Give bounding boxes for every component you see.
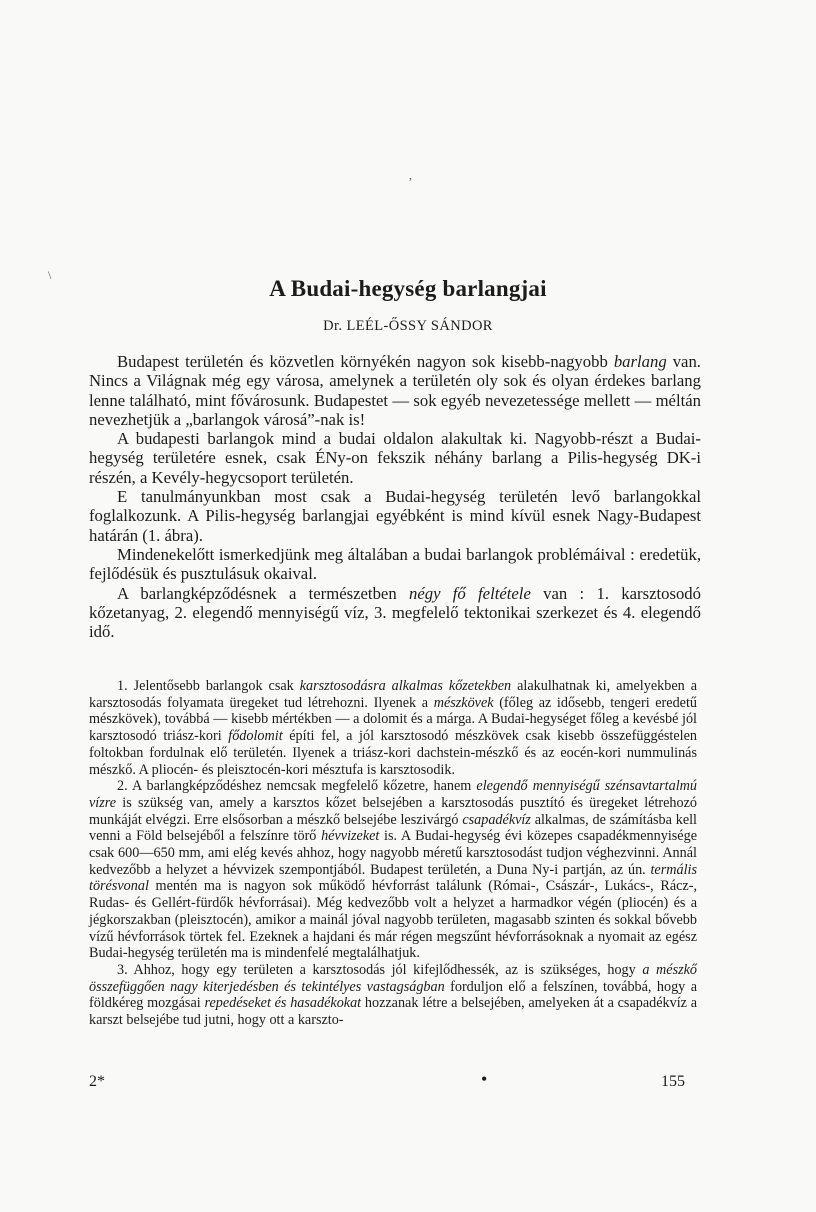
text-run: hozzanak létre a belsejében, amelyeken át a csapadékvíz a karszt belsejébe tud jutni, hogy ott a karszto-: [89, 995, 697, 1029]
emphasis: karsztosodásra alkalmas kőzetekben: [299, 678, 512, 694]
intro-body: [89, 352, 701, 641]
text-run: (főleg az idősebb, tengeri eredetű mészkövek), továbbá — kisebb mértékben — a dolomit és a márga. A Budai-hegységet főleg a kevésbé jól karsztosodó triász-kori: [89, 694, 698, 745]
intro-paragraph: [89, 584, 701, 642]
emphasis: mészkövek: [433, 694, 494, 711]
text-run: A barlangképződésnek a természetben: [117, 583, 409, 603]
signature-mark: 2*: [89, 1073, 105, 1090]
text-run: is szükség van, amely a karsztos kőzet belsejében a karsztosodás pusztító és üregeket létrehozó munkáját elvégzi. Erre elsősorban a mészkő belsejébe leszivárgó: [89, 794, 697, 828]
emphasis: csapadékvíz: [462, 811, 531, 828]
text-run: alakulhatnak ki, amelyekben a karsztosodás folyamata üregeket tud létrehozni. Ilyenek a: [89, 678, 697, 711]
intro-paragraph: [89, 352, 701, 429]
text-run: van : 1. karsztosodó kőzetanyag, 2. elegendő mennyiségű víz, 3. megfelelő tektonikai szerkezet és 4. elegendő idő.: [89, 583, 701, 642]
intro-paragraph: [89, 429, 701, 487]
emphasis: hévvizeket: [321, 828, 380, 845]
author-line: Dr. LEÉL-ŐSSY SÁNDOR: [323, 318, 493, 334]
text-run: 3. Ahhoz, hogy egy területen a karsztosodás jól kifejlődhessék, az is szükséges, hogy: [117, 961, 643, 978]
intro-paragraph: [89, 487, 701, 545]
emphasis: repedéseket és hasadékokat: [204, 995, 362, 1012]
paper-title: A Budai-hegység barlangjai: [269, 276, 547, 301]
scan-speck: ,: [409, 168, 412, 182]
page-number: 155: [661, 1073, 685, 1090]
text-run: Mindenekelőtt ismerkedjünk meg általában a budai barlangok problémáival : eredetük, fejlődésük és pusztulásuk okaival.: [89, 544, 701, 584]
text-run: alkalmas, de számításba kell venni a Föld belsejéből a felszínre törő: [89, 811, 698, 845]
text-run: 2. A barlangképződéshez nemcsak megfelelő kőzetre, hanem: [117, 778, 477, 795]
emphasis: a mészkő összefüggően nagy kiterjedésben és tekintélyes vastagságban: [89, 961, 698, 995]
notes-body: [89, 678, 697, 1029]
scan-speck: \: [48, 268, 52, 282]
text-run: E tanulmányunkban most csak a Budai-hegység területén levő barlangokkal foglalkozunk. A Pilis-hegység barlangjai egyébként is mind kívül esnek Nagy-Budapest határán (1. ábra).: [89, 487, 701, 545]
note-paragraph: [89, 778, 697, 962]
emphasis: fődolomit: [228, 728, 283, 745]
text-run: A budapesti barlangok mind a budai oldalon alakultak ki. Nagyobb-részt a Budai-hegység területére esnek, csak ÉNy-on fekszik néhány barlang a Pilis-hegység DK-i részén, a Kevély-hegycsoport területén.: [89, 429, 701, 487]
emphasis: négy fő feltétele: [408, 583, 531, 603]
intro-paragraph: [89, 545, 701, 584]
note-paragraph: [89, 678, 697, 778]
emphasis: elegendő mennyiségű szénsavtartalmú vízre: [89, 778, 697, 811]
text-run: építi fel, a jól karsztosodó mészkövek csak kisebb összefüggéstelen foltokban fordulnak elő területén. Ilyenek a triász-kori dachstein-mészkő és az eocén-kori nummulinás mészkő. A pliocén- és pleisztocén-kori mésztufa is karsztosodik.: [89, 728, 697, 778]
text-run: mentén ma is nagyon sok működő hévforrást találunk (Római-, Császár-, Lukács-, Rácz-, Rudas- és Gellért-fürdők hévforrásai). Még kedvezőbb volt a helyzet a harmadkor végén (pliocén) és a jégkorszakban (pleisztocén), amikor a mainál jóval nagyobb területen, magasabb szinten és sokkal bővebb vízű hévforrások törtek fel. Ezeknek a hajdani és már régen megszűnt hévforrásoknak a nyomait az egész Budai-hegység területén ma is mindenfelé megtalálhatjuk.: [89, 878, 697, 962]
text-run: van. Nincs a Világnak még egy városa, amelynek a területén oly sok és olyan érdekes barlang lenne található, mint fővárosunk. Budapestet — sok egyéb nevezetessége mellett — méltán nevezhetjük a „barlangok városá”-nak is!: [89, 352, 701, 429]
text-run: Budapest területén és közvetlen környékén nagyon sok kisebb-nagyobb: [117, 352, 614, 371]
text-run: forduljon elő a felszínen, továbbá, hogy a földkéreg mozgásai: [89, 978, 697, 1012]
emphasis: termális törésvonal: [89, 861, 697, 895]
text-run: 1. Jelentősebb barlangok csak: [117, 678, 300, 694]
emphasis: barlang: [613, 352, 667, 371]
text-run: is. A Budai-hegység évi közepes csapadékmennyisége csak 600—650 mm, ami elég kevés ahhoz, hogy nagyobb méretű karsztosodást tudjon véghezvinni. Annál kedvezőbb a helyzet a hévvizek szempontjából. Budapest területén, a Duna Ny-i partján, az ún.: [89, 828, 697, 878]
footer-dot: •: [481, 1069, 488, 1089]
note-paragraph: [89, 962, 697, 1029]
